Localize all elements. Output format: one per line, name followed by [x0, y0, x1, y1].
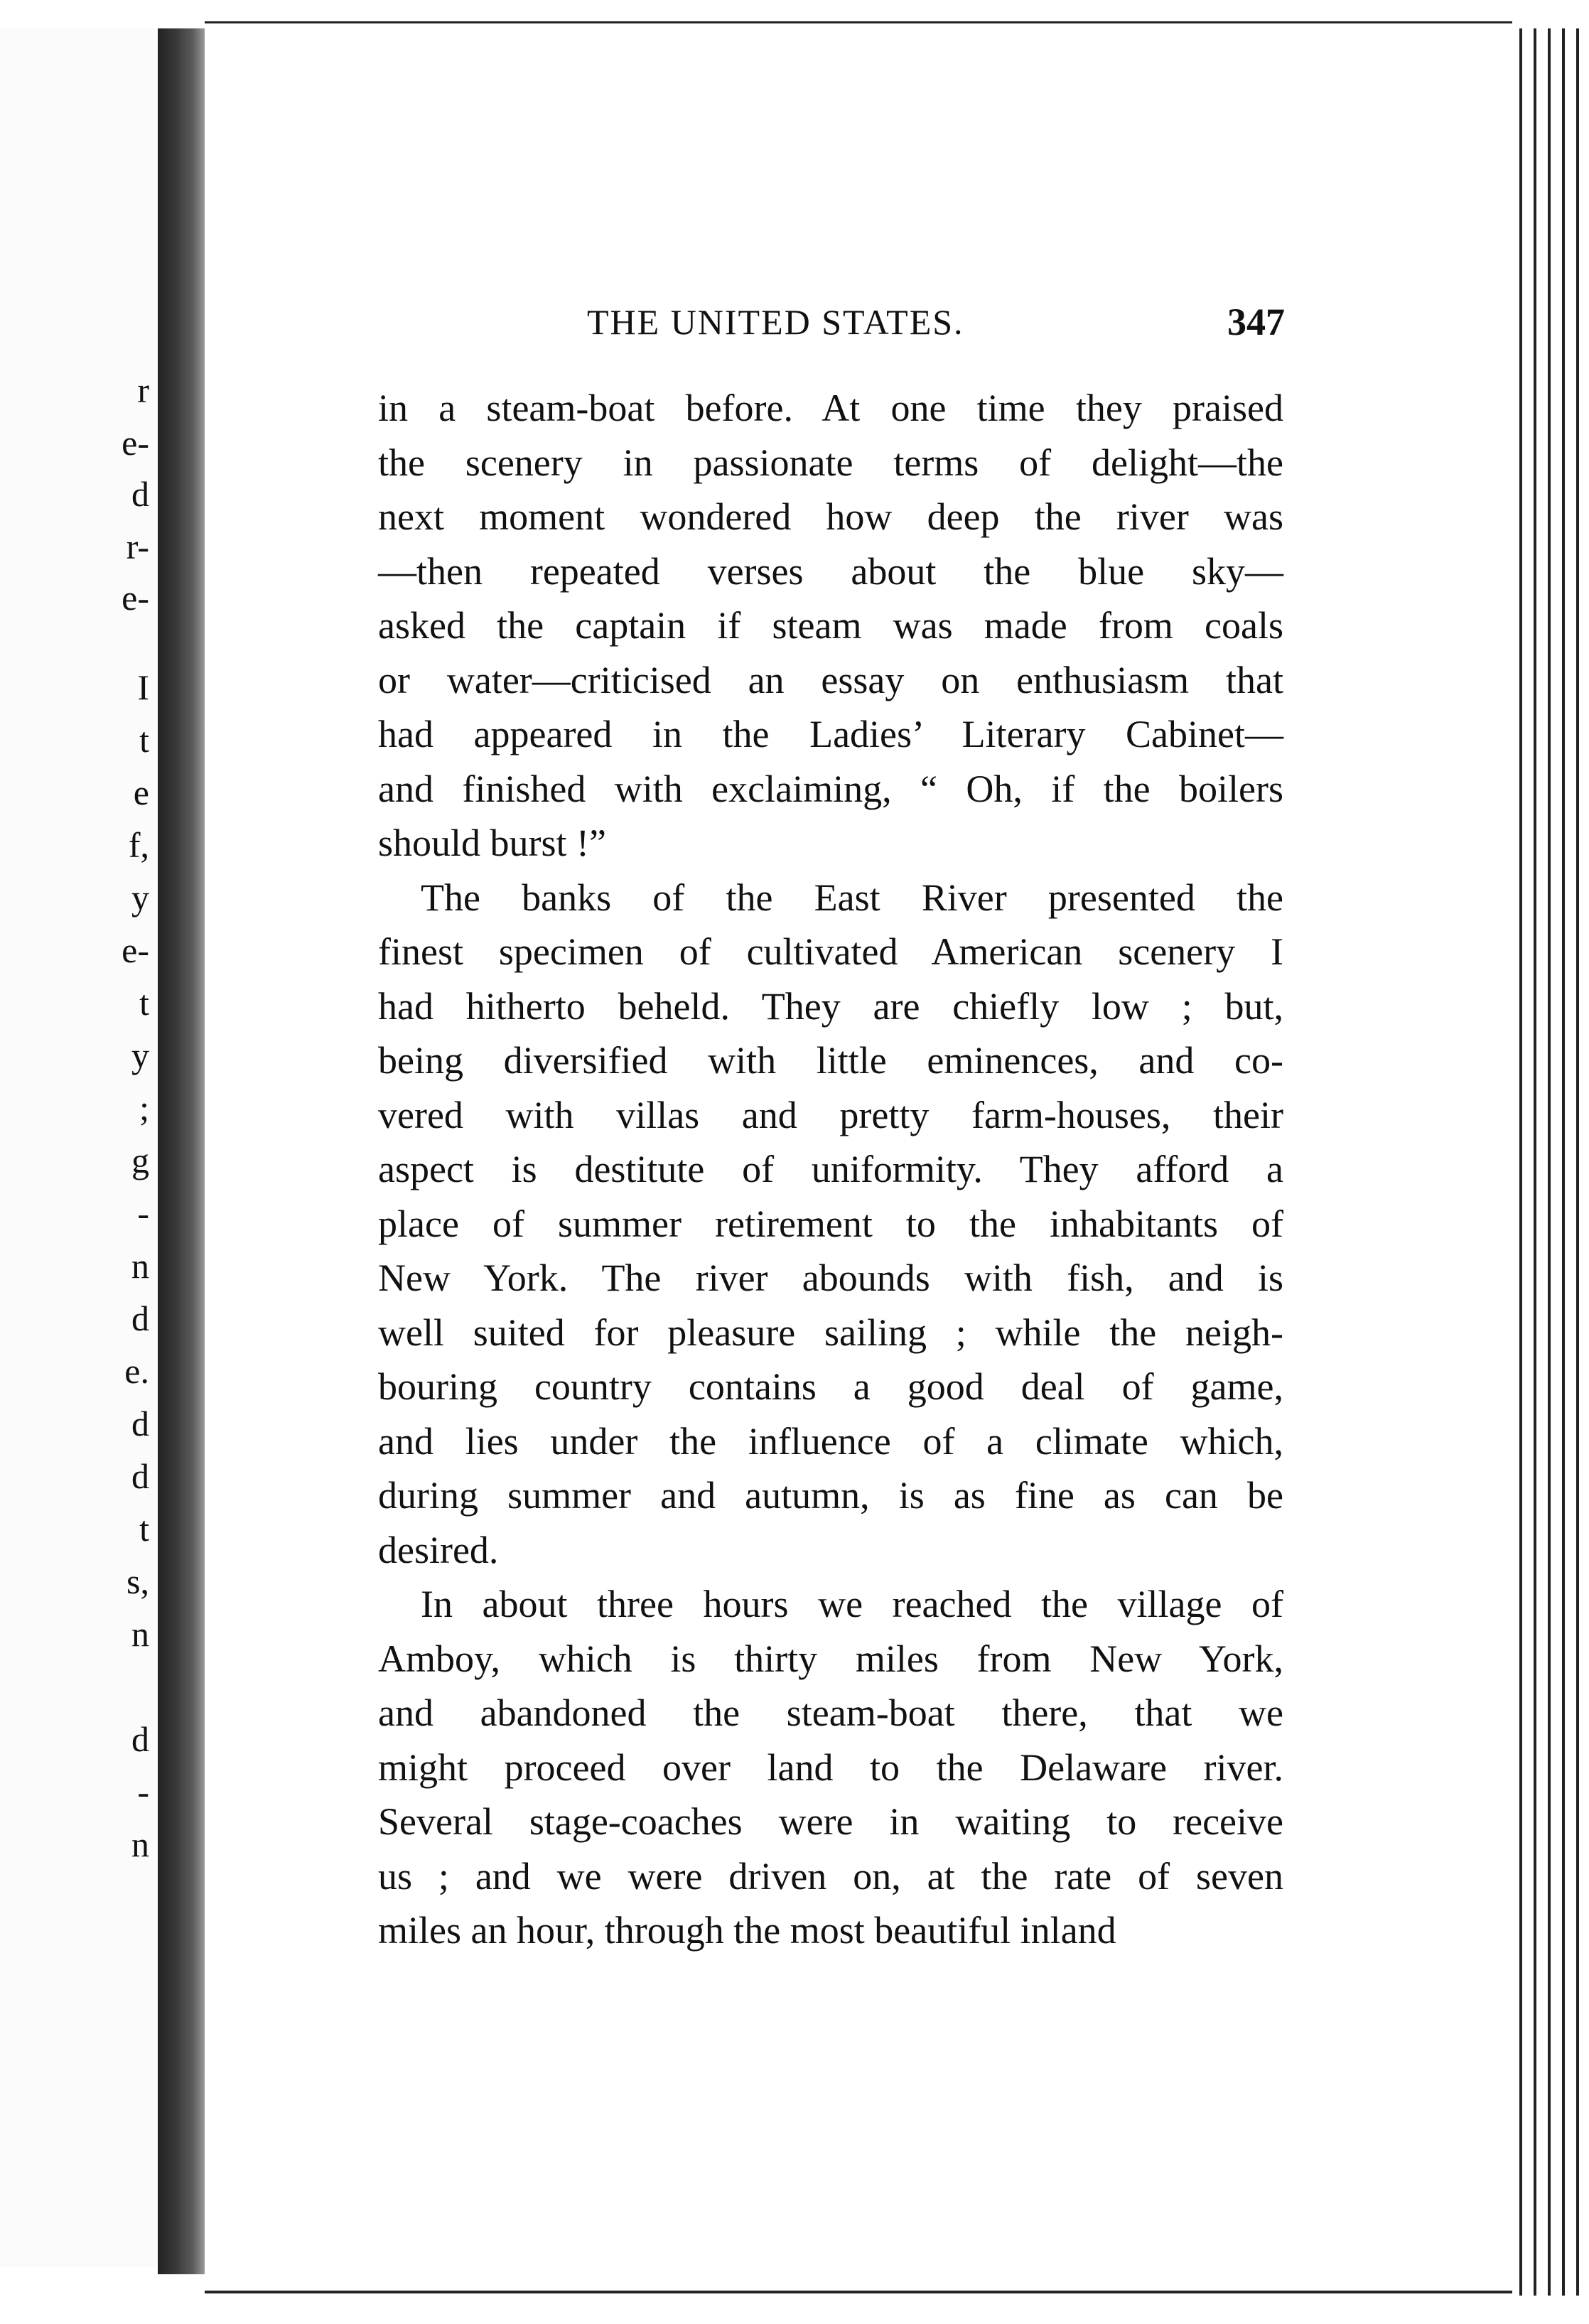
text-line: finest specimen of cultivated American scenery I: [378, 930, 1283, 973]
facing-page-char: e-: [122, 578, 149, 618]
facing-page-char: d: [131, 1404, 149, 1443]
text-line: and lies under the influence of a climate which,: [378, 1419, 1283, 1463]
text-line: bouring country contains a good deal of game,: [378, 1365, 1283, 1408]
facing-page-char: r: [137, 370, 149, 410]
text-line: desired.: [378, 1528, 499, 1571]
text-body: [378, 381, 1283, 1958]
facing-page-char: e: [133, 773, 149, 812]
page-edge-stack: [1512, 28, 1589, 2296]
facing-page-char: n: [131, 1824, 149, 1864]
text-line: and abandoned the steam-boat there, that we: [378, 1691, 1283, 1734]
facing-page-char: -: [137, 1772, 149, 1812]
text-line: Amboy, which is thirty miles from New York,: [378, 1637, 1283, 1680]
text-line: being diversified with little eminences, and co-: [378, 1039, 1283, 1082]
text-line: or water—criticised an essay on enthusiasm that: [378, 658, 1283, 701]
facing-page-char: -: [137, 1193, 149, 1233]
book-gutter: [158, 28, 205, 2274]
facing-page-char: I: [137, 667, 149, 707]
text-line: asked the captain if steam was made from coals: [378, 604, 1283, 647]
facing-page-char: y: [131, 1035, 149, 1075]
facing-page-char: ;: [139, 1088, 149, 1128]
text-line: in a steam-boat before. At one time they praised: [378, 387, 1283, 429]
text-line: miles an hour, through the most beautiful inland: [378, 1909, 1116, 1952]
facing-page-char: e-: [122, 423, 149, 463]
facing-page-char: e-: [122, 930, 149, 970]
text-line: next moment wondered how deep the river was: [378, 495, 1283, 538]
facing-page-edge: [0, 28, 159, 2267]
text-line: The banks of the East River presented the: [421, 876, 1283, 919]
paragraph: [378, 871, 1283, 1578]
facing-page-char: t: [139, 1509, 149, 1549]
paragraph: [378, 1577, 1283, 1958]
facing-page-char: n: [131, 1614, 149, 1654]
text-line: us ; and we were driven on, at the rate of seven: [378, 1854, 1283, 1898]
text-line: had appeared in the Ladies’ Literary Cabinet—: [378, 713, 1283, 755]
facing-page-char: t: [139, 983, 149, 1023]
facing-page-char: g: [131, 1141, 149, 1180]
page-number: 347: [1227, 301, 1285, 343]
facing-page-char: d: [131, 474, 149, 514]
text-line: during summer and autumn, is as fine as can be: [378, 1474, 1283, 1517]
facing-page-char: s,: [126, 1561, 149, 1601]
text-line: well suited for pleasure sailing ; while the neigh-: [378, 1311, 1283, 1354]
text-line: and finished with exclaiming, “ Oh, if the boilers: [378, 767, 1283, 810]
facing-page-char: e.: [124, 1351, 149, 1391]
text-line: aspect is destitute of uniformity. They afford a: [378, 1148, 1283, 1190]
text-line: New York. The river abounds with fish, and is: [378, 1257, 1283, 1299]
text-line: In about three hours we reached the village of: [421, 1583, 1283, 1625]
running-head: THE UNITED STATES.: [587, 302, 964, 342]
text-line: should burst !”: [378, 822, 606, 864]
facing-page-char: r-: [126, 527, 149, 566]
facing-page-char: t: [139, 720, 149, 760]
facing-page-char: d: [131, 1719, 149, 1759]
facing-page-char: n: [131, 1246, 149, 1286]
text-line: had hitherto beheld. They are chiefly low ; but,: [378, 984, 1283, 1028]
text-line: place of summer retirement to the inhabitants of: [378, 1202, 1283, 1245]
paragraph: [378, 381, 1283, 871]
facing-page-char: y: [131, 878, 149, 918]
text-line: vered with villas and pretty farm-houses, their: [378, 1093, 1283, 1136]
facing-page-char: d: [131, 1456, 149, 1496]
text-line: the scenery in passionate terms of delight—the: [378, 441, 1283, 484]
text-line: —then repeated verses about the blue sky—: [378, 549, 1283, 593]
facing-page-char: f,: [128, 825, 149, 865]
text-line: Several stage-coaches were in waiting to receive: [378, 1800, 1283, 1843]
facing-page-char: d: [131, 1298, 149, 1338]
text-line: might proceed over land to the Delaware river.: [378, 1745, 1283, 1789]
